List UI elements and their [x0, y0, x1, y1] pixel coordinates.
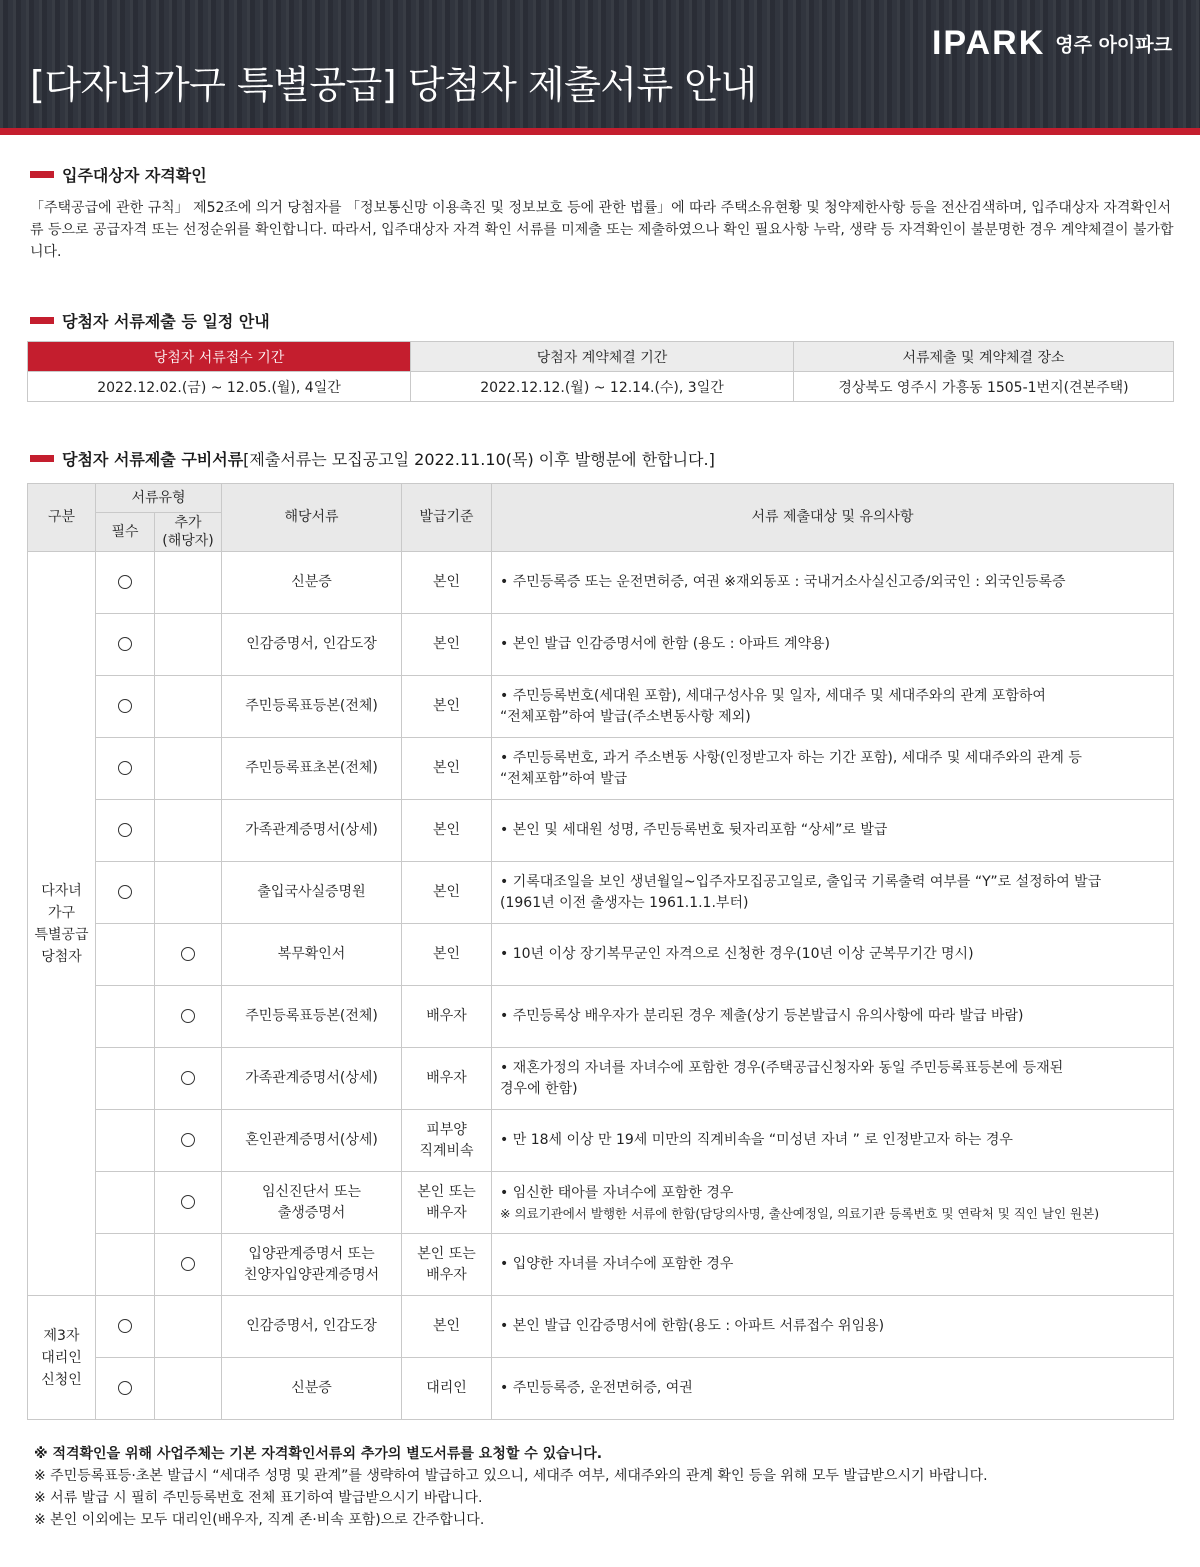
additional-cell [155, 986, 222, 1048]
logo-name: 영주 아이파크 [1055, 34, 1172, 56]
additional-cell [155, 1358, 222, 1420]
section-title-note: [제출서류는 모집공고일 2022.11.10(목) 이후 발행분에 한합니다.] [243, 450, 715, 469]
document-cell: 주민등록표등본(전체) [222, 986, 402, 1048]
note-cell: • 본인 발급 인감증명서에 한함 (용도 : 아파트 계약용) [492, 614, 1174, 676]
note-cell: • 주민등록상 배우자가 분리된 경우 제출(상기 등본발급시 유의사항에 따라 발급 바람) [492, 986, 1174, 1048]
additional-cell [155, 924, 222, 986]
footer-note: ※ 서류 발급 시 필히 주민등록번호 전체 표기하여 발급받으시기 바랍니다. [34, 1490, 483, 1506]
note-cell: • 10년 이상 장기복무군인 자격으로 신청한 경우(10년 이상 군복무기간 명시) [492, 924, 1174, 986]
section-title: 입주대상자 자격확인 [62, 166, 207, 185]
basis-cell: 본인 [402, 1296, 492, 1358]
footer-note: ※ 주민등록표등·초본 발급시 “세대주 성명 및 관계”를 생략하여 발급하고 있으니, 세대주 여부, 세대주와의 관계 확인 등을 위해 모두 발급받으시기 바랍니다. [34, 1468, 988, 1484]
circle-mark-icon [118, 1381, 132, 1395]
section-bar-icon [30, 455, 54, 462]
additional-cell [155, 738, 222, 800]
category-group: 다자녀 가구 특별공급 당첨자 [28, 552, 96, 1296]
circle-mark-icon [181, 1009, 195, 1023]
document-cell: 복무확인서 [222, 924, 402, 986]
note-cell: • 주민등록번호(세대원 포함), 세대구성사유 및 일자, 세대주 및 세대주와의 관계 포함하여 “전체포함”하여 발급(주소변동사항 제외) [492, 676, 1174, 738]
section-title: 당첨자 서류제출 구비서류 [62, 450, 244, 469]
additional-cell [155, 1234, 222, 1296]
note-text: • 임신한 태아를 자녀수에 포함한 경우 [500, 1184, 734, 1201]
header-notes: 서류 제출대상 및 유의사항 [492, 484, 1174, 552]
required-cell [96, 1172, 155, 1234]
basis-cell: 본인 또는 배우자 [402, 1234, 492, 1296]
note-cell: • 본인 및 세대원 성명, 주민등록번호 뒷자리포함 “상세”로 발급 [492, 800, 1174, 862]
basis-cell: 본인 [402, 800, 492, 862]
table-header-row [28, 484, 1174, 513]
circle-mark-icon [181, 1195, 195, 1209]
ipark-logo [932, 24, 1172, 63]
document-cell: 주민등록표등본(전체) [222, 676, 402, 738]
table-row [28, 614, 1174, 676]
basis-cell: 본인 [402, 738, 492, 800]
document-cell: 입양관계증명서 또는 친양자입양관계증명서 [222, 1234, 402, 1296]
schedule-header: 서류제출 및 계약체결 장소 [794, 342, 1174, 372]
required-cell [96, 552, 155, 614]
header-doc-type: 서류유형 [96, 484, 222, 513]
table-row [28, 372, 1174, 402]
basis-cell: 본인 [402, 862, 492, 924]
additional-cell [155, 800, 222, 862]
document-cell: 신분증 [222, 552, 402, 614]
schedule-header: 당첨자 서류접수 기간 [28, 342, 411, 372]
required-cell [96, 1234, 155, 1296]
table-row [28, 676, 1174, 738]
qualification-text: 「주택공급에 관한 규칙」 제52조에 의거 당첨자를 「정보통신망 이용촉진 및 정보보호 등에 관한 법률」에 따라 주택소유현황 및 청약제한사항 등을 전산검색하며, 입주대상자 자격확인서류 등으로 공급자격 또는 선정순위를 확인합니다. 따라서, 입주대상자 자격 확인 서류를 미제출 또는 제출하였으나 확인 필요사항 누락, 생략 등 자격확인이 불분명한 경우 계약체결이 불가합니다. [30, 200, 1174, 260]
footer-note: ※ 본인 이외에는 모두 대리인(배우자, 직계 존·비속 포함)으로 간주합니다. [34, 1512, 485, 1528]
circle-mark-icon [181, 1133, 195, 1147]
header-category: 구분 [28, 484, 96, 552]
circle-mark-icon [118, 885, 132, 899]
circle-mark-icon [181, 1257, 195, 1271]
section-bar-icon [30, 171, 54, 178]
section-schedule-heading [30, 309, 270, 332]
page-title: [다자녀가구 특별공급] 당첨자 제출서류 안내 [30, 63, 757, 107]
table-row [28, 1234, 1174, 1296]
circle-mark-icon [181, 1071, 195, 1085]
table-row [28, 800, 1174, 862]
section-qualification-heading [30, 163, 207, 186]
additional-cell [155, 862, 222, 924]
circle-mark-icon [118, 637, 132, 651]
document-cell: 가족관계증명서(상세) [222, 800, 402, 862]
additional-cell [155, 1296, 222, 1358]
document-cell: 출입국사실증명원 [222, 862, 402, 924]
footer-notes [34, 1443, 988, 1531]
note-cell: • 주민등록증 또는 운전면허증, 여권 ※재외동포 : 국내거소사실신고증/외국인 : 외국인등록증 [492, 552, 1174, 614]
section-documents-heading [30, 447, 715, 470]
section-bar-icon [30, 317, 54, 324]
category-group: 제3자 대리인 신청인 [28, 1296, 96, 1420]
required-cell [96, 1110, 155, 1172]
documents-table [27, 483, 1174, 1420]
note-cell: • 주민등록번호, 과거 주소변동 사항(인정받고자 하는 기간 포함), 세대주 및 세대주와의 관계 등 “전체포함”하여 발급 [492, 738, 1174, 800]
footer-note: ※ 적격확인을 위해 사업주체는 기본 자격확인서류외 추가의 별도서류를 요청할 수 있습니다. [34, 1446, 603, 1462]
circle-mark-icon [118, 1319, 132, 1333]
table-row [28, 924, 1174, 986]
additional-cell [155, 1048, 222, 1110]
note-cell: • 주민등록증, 운전면허증, 여권 [492, 1358, 1174, 1420]
document-cell: 가족관계증명서(상세) [222, 1048, 402, 1110]
basis-cell: 대리인 [402, 1358, 492, 1420]
note-subtext: ※ 의료기관에서 발행한 서류에 한함(담당의사명, 출산예정일, 의료기관 등록번호 및 연락처 및 직인 날인 원본) [500, 1205, 1100, 1221]
required-cell [96, 738, 155, 800]
basis-cell: 본인 [402, 676, 492, 738]
circle-mark-icon [118, 699, 132, 713]
document-cell: 신분증 [222, 1358, 402, 1420]
table-row [28, 738, 1174, 800]
document-cell: 혼인관계증명서(상세) [222, 1110, 402, 1172]
basis-cell: 본인 또는 배우자 [402, 1172, 492, 1234]
table-row [28, 986, 1174, 1048]
note-cell: • 기록대조일을 보인 생년월일~입주자모집공고일로, 출입국 기록출력 여부를 “Y”로 설정하여 발급 (1961년 이전 출생자는 1961.1.1.부터) [492, 862, 1174, 924]
header-document: 해당서류 [222, 484, 402, 552]
basis-cell: 본인 [402, 924, 492, 986]
schedule-header: 당첨자 계약체결 기간 [411, 342, 794, 372]
section-title: 당첨자 서류제출 등 일정 안내 [62, 312, 270, 331]
circle-mark-icon [118, 761, 132, 775]
basis-cell: 배우자 [402, 986, 492, 1048]
table-row [28, 1358, 1174, 1420]
note-cell: • 입양한 자녀를 자녀수에 포함한 경우 [492, 1234, 1174, 1296]
additional-cell [155, 1172, 222, 1234]
schedule-table [27, 341, 1174, 402]
basis-cell: 배우자 [402, 1048, 492, 1110]
additional-cell [155, 1110, 222, 1172]
basis-cell: 피부양 직계비속 [402, 1110, 492, 1172]
basis-cell: 본인 [402, 614, 492, 676]
table-row [28, 1172, 1174, 1234]
note-cell: • 재혼가정의 자녀를 자녀수에 포함한 경우(주택공급신청자와 동일 주민등록표등본에 등재된 경우에 한함) [492, 1048, 1174, 1110]
header-additional: 추가 (해당자) [155, 513, 222, 552]
required-cell [96, 676, 155, 738]
document-cell: 인감증명서, 인감도장 [222, 1296, 402, 1358]
schedule-value: 2022.12.12.(월) ~ 12.14.(수), 3일간 [411, 372, 794, 402]
document-cell: 임신진단서 또는 출생증명서 [222, 1172, 402, 1234]
schedule-value: 경상북도 영주시 가흥동 1505-1번지(견본주택) [794, 372, 1174, 402]
required-cell [96, 986, 155, 1048]
circle-mark-icon [118, 575, 132, 589]
note-cell: • 만 18세 이상 만 19세 미만의 직계비속을 “미성년 자녀 ” 로 인정받고자 하는 경우 [492, 1110, 1174, 1172]
document-cell: 주민등록표초본(전체) [222, 738, 402, 800]
header-accent-stripe [0, 128, 1200, 135]
header-basis: 발급기준 [402, 484, 492, 552]
additional-cell [155, 676, 222, 738]
note-cell: • 본인 발급 인감증명서에 한함(용도 : 아파트 서류접수 위임용) [492, 1296, 1174, 1358]
table-row [28, 1110, 1174, 1172]
schedule-value: 2022.12.02.(금) ~ 12.05.(월), 4일간 [28, 372, 411, 402]
required-cell [96, 924, 155, 986]
additional-cell [155, 614, 222, 676]
table-row [28, 342, 1174, 372]
required-cell [96, 1048, 155, 1110]
required-cell [96, 1358, 155, 1420]
circle-mark-icon [181, 947, 195, 961]
basis-cell: 본인 [402, 552, 492, 614]
required-cell [96, 862, 155, 924]
table-row [28, 552, 1174, 614]
additional-cell [155, 552, 222, 614]
required-cell [96, 800, 155, 862]
table-row [28, 1048, 1174, 1110]
table-row [28, 1296, 1174, 1358]
circle-mark-icon [118, 823, 132, 837]
header-required: 필수 [96, 513, 155, 552]
note-cell [492, 1172, 1174, 1234]
required-cell [96, 1296, 155, 1358]
table-row [28, 862, 1174, 924]
required-cell [96, 614, 155, 676]
logo-mark: IPARK [931, 24, 1046, 62]
header-banner [0, 0, 1200, 128]
document-cell: 인감증명서, 인감도장 [222, 614, 402, 676]
